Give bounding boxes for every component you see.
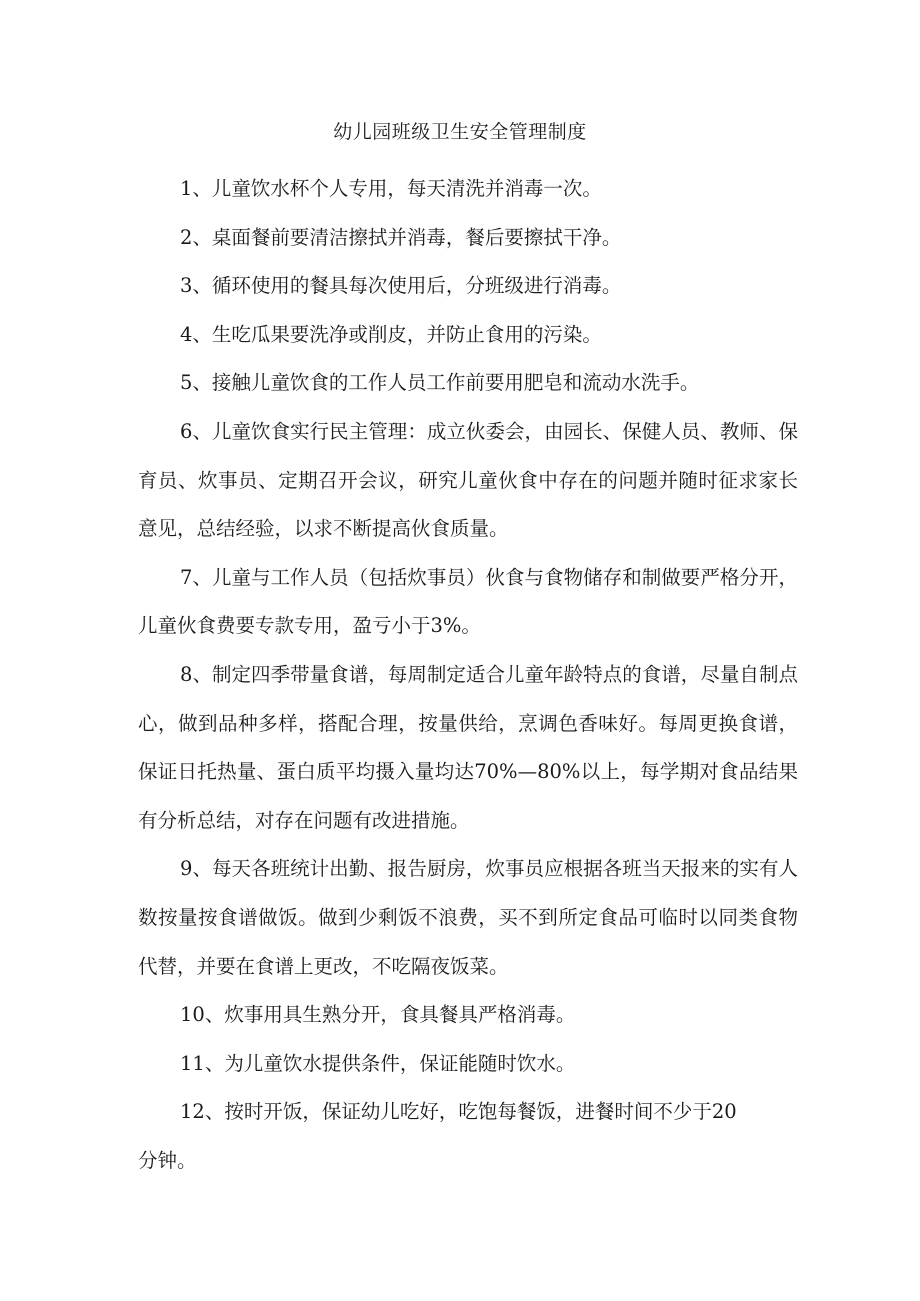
- document-body: [138, 165, 798, 1185]
- rule-paragraph-12-continuation: 分钟。: [138, 1148, 197, 1172]
- rule-paragraph-11: 11、为儿童饮水提供条件，保证能随时饮水。: [180, 1051, 576, 1075]
- rule-paragraph-5: 5、接触儿童饮食的工作人员工作前要用肥皂和流动水洗手。: [180, 371, 700, 395]
- rule-paragraph-6: 6、儿童饮食实行民主管理：成立伙委会，由园长、保健人员、教师、保育员、炊事员、定期召开会议，研究儿童伙食中存在的问题并随时征求家长意见，总结经验，以求不断提高伙食质量。: [138, 419, 798, 541]
- rule-paragraph-4: 4、生吃瓜果要洗净或削皮，并防止食用的污染。: [180, 322, 602, 346]
- rule-paragraph-7: 7、儿童与工作人员（包括炊事员）伙食与食物储存和制做要严格分开，儿童伙食费要专款专用，盈亏小于3%。: [138, 565, 798, 638]
- document-title: 幼儿园班级卫生安全管理制度: [333, 121, 587, 143]
- rule-paragraph-8: 8、制定四季带量食谱，每周制定适合儿童年龄特点的食谱，尽量自制点心，做到品种多样，搭配合理，按量供给，烹调色香味好。每周更换食谱，保证日托热量、蛋白质平均摄入量均达70%—80%以上，每学期对食品结果有分析总结，对存在问题有改进措施。: [138, 662, 798, 832]
- rule-paragraph-9: 9、每天各班统计出勤、报告厨房，炊事员应根据各班当天报来的实有人数按量按食谱做饭。做到少剩饭不浪费，买不到所定食品可临时以同类食物代替，并要在食谱上更改，不吃隔夜饭菜。: [138, 857, 798, 978]
- rule-paragraph-2: 2、桌面餐前要清洁擦拭并消毒，餐后要擦拭干净。: [180, 225, 622, 249]
- rule-paragraph-3: 3、循环使用的餐具每次使用后，分班级进行消毒。: [180, 274, 622, 298]
- rule-paragraph-10: 10、炊事用具生熟分开，食具餐具严格消毒。: [180, 1003, 576, 1027]
- rule-paragraph-1: 1、儿童饮水杯个人专用，每天清洗并消毒一次。: [180, 177, 602, 200]
- rule-paragraph-12: 12、按时开饭，保证幼儿吃好，吃饱每餐饭，进餐时间不少于20: [180, 1100, 737, 1124]
